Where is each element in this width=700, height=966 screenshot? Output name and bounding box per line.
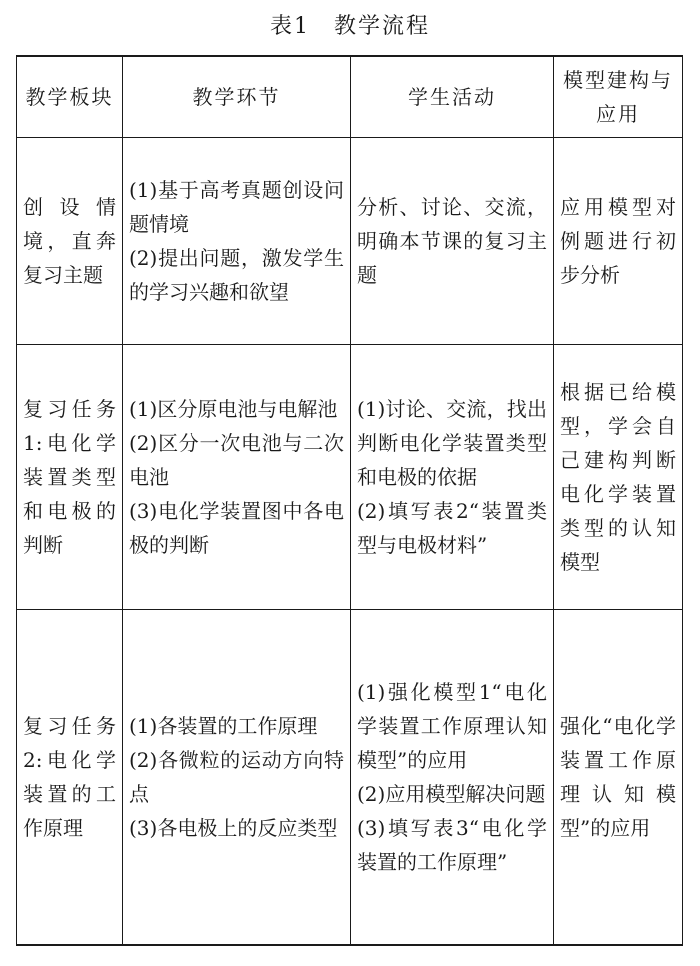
step-item: (1)各装置的工作原理 (129, 714, 318, 738)
step-item: (2)区分一次电池与二次电池 (129, 431, 344, 489)
table-caption: 表1 教学流程 (270, 14, 430, 39)
table-row (17, 138, 683, 345)
header-teaching-block: 教学板块 (17, 56, 123, 138)
step-item: (3)各电极上的反应类型 (129, 816, 338, 840)
cell-model: 根据已给模型，学会自己建构判断电化学装置类型的认知模型 (554, 345, 683, 610)
activity-item: (1)讨论、交流，找出判断电化学装置类型和电极的依据 (357, 397, 547, 489)
cell-block: 复习任务1:电化学装置类型和电极的判断 (17, 345, 123, 610)
step-item: (1)基于高考真题创设问题情境 (129, 178, 344, 236)
step-item: (2)各微粒的运动方向特点 (129, 748, 344, 806)
teaching-process-table (16, 55, 683, 946)
activity-item: (3)填写表3“电化学装置的工作原理” (357, 816, 547, 874)
cell-model: 强化“电化学装置工作原理认知模型”的应用 (554, 610, 683, 946)
cell-activities (351, 138, 554, 345)
cell-steps (123, 610, 351, 946)
table-header-row (17, 56, 683, 138)
cell-block: 复习任务2:电化学装置的工作原理 (17, 610, 123, 946)
activity-item: 分析、讨论、交流，明确本节课的复习主题 (357, 195, 547, 287)
step-item: (2)提出问题，激发学生的学习兴趣和欲望 (129, 246, 344, 304)
header-student-activities: 学生活动 (351, 56, 554, 138)
header-teaching-steps: 教学环节 (123, 56, 351, 138)
cell-steps (123, 138, 351, 345)
cell-model: 应用模型对例题进行初步分析 (554, 138, 683, 345)
table-row (17, 610, 683, 946)
activity-item: (2)应用模型解决问题 (357, 782, 546, 806)
step-item: (3)电化学装置图中各电极的判断 (129, 499, 344, 557)
table-row (17, 345, 683, 610)
cell-block: 创设情境，直奔复习主题 (17, 138, 123, 345)
activity-item: (2)填写表2“装置类型与电极材料” (357, 499, 547, 557)
cell-activities (351, 345, 554, 610)
header-model-construction: 模型建构与应用 (554, 56, 683, 138)
step-item: (1)区分原电池与电解池 (129, 397, 338, 421)
activity-item: (1)强化模型1“电化学装置工作原理认知模型”的应用 (357, 680, 547, 772)
cell-steps (123, 345, 351, 610)
cell-activities (351, 610, 554, 946)
